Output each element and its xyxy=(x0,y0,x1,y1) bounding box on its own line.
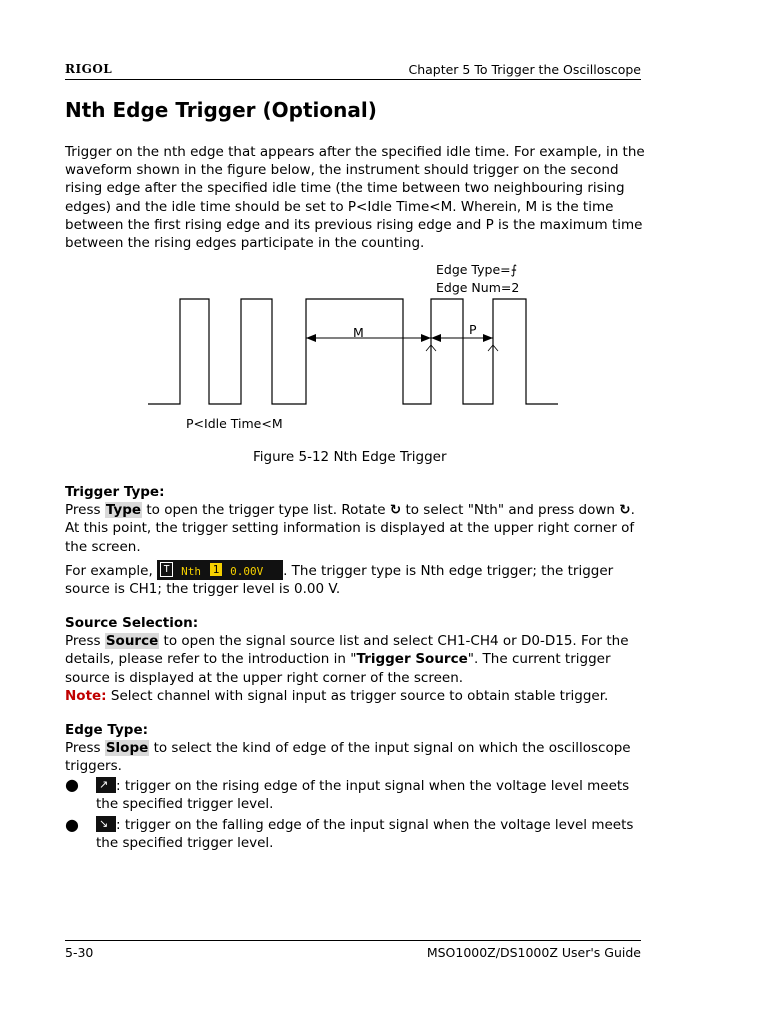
header-chapter: Chapter 5 To Trigger the Oscilloscope xyxy=(408,62,641,77)
edge-marker-2 xyxy=(488,345,498,351)
slope-key: Slope xyxy=(105,740,149,757)
edge-num-label: Edge Num=2 xyxy=(436,280,520,295)
edge-type-label: Edge Type=⨍ xyxy=(436,262,518,277)
source-key: Source xyxy=(105,633,159,650)
multifunction-knob-icon: ↻ xyxy=(619,502,631,519)
label-p: P xyxy=(469,322,477,337)
edge-type-section: Edge Type: Press Slope to select the kind of edge of the input signal on which the oscilloscope triggers. xyxy=(65,722,631,775)
trigger-source-ref: Trigger Source xyxy=(356,651,468,668)
bullet-dot: ● xyxy=(65,775,79,794)
edge-marker-1 xyxy=(426,345,436,351)
type-key: Type xyxy=(105,502,142,519)
bullet-dot: ● xyxy=(65,815,79,834)
label-m: M xyxy=(353,325,364,340)
edge-type-heading: Edge Type: xyxy=(65,722,149,738)
header-brand: RIGOL xyxy=(65,62,113,76)
footer-rule xyxy=(65,940,641,941)
trigger-type-heading: Trigger Type: xyxy=(65,484,165,500)
header-rule xyxy=(65,79,641,80)
multifunction-knob-icon: ↻ xyxy=(389,502,402,519)
idle-time-label: P<Idle Time<M xyxy=(186,416,283,431)
page-number: 5-30 xyxy=(65,945,94,960)
page-title: Nth Edge Trigger (Optional) xyxy=(65,98,377,122)
bullet-rising: ↗ : trigger on the rising edge of the input signal when the voltage level meets the specified trigger level. xyxy=(96,778,630,813)
guide-title: MSO1000Z/DS1000Z User's Guide xyxy=(426,945,641,960)
figure-caption: Figure 5-12 Nth Edge Trigger xyxy=(253,449,447,465)
rising-slope-icon: ↗ xyxy=(96,777,116,793)
source-heading: Source Selection: xyxy=(65,615,199,631)
waveform-line xyxy=(148,299,558,404)
intro-paragraph xyxy=(65,143,645,252)
falling-slope-icon: ↘ xyxy=(96,816,116,832)
note-label: Note: xyxy=(65,687,107,704)
intro-text: Trigger on the nth edge that appears after the specified idle time. For example, in the waveform shown in the figure below, the instrument should trigger on the second rising edge after the specified idle time (the time between two neighbouring rising edges) and the idle time should be set to P<Idle Time<M. Wherein, M is the time between the first rising edge and its previous rising edge and P is the maximum time between the rising edges participate in the counting. xyxy=(65,144,645,252)
rising-edge-icon: ⨍ xyxy=(510,262,518,277)
trigger-status-indicator: T Nth 1 0.00V xyxy=(157,560,283,580)
bullet-falling: ↘ : trigger on the falling edge of the input signal when the voltage level meets the specified trigger level. xyxy=(96,817,634,852)
trigger-type-section: Trigger Type: Press Type to open the trigger type list. Rotate ↻ to select "Nth" and press down ↻. At this point, the trigger setting information is displayed at the upper right corner of the screen. For example, T Nth 1 0.00V . The trigger type is Nth edge trigger; the trigger source is CH1; the trigger level is 0.00 V. xyxy=(65,484,635,598)
source-section: Source Selection: Press Source to open the signal source list and select CH1-CH4 or D0-D15. For the details, please refer to the introduction in "Trigger Source". The current trigger source is displayed at the upper right corner of the screen. Note: Select channel with signal input as trigger source to obtain stable trigger. xyxy=(65,615,629,704)
